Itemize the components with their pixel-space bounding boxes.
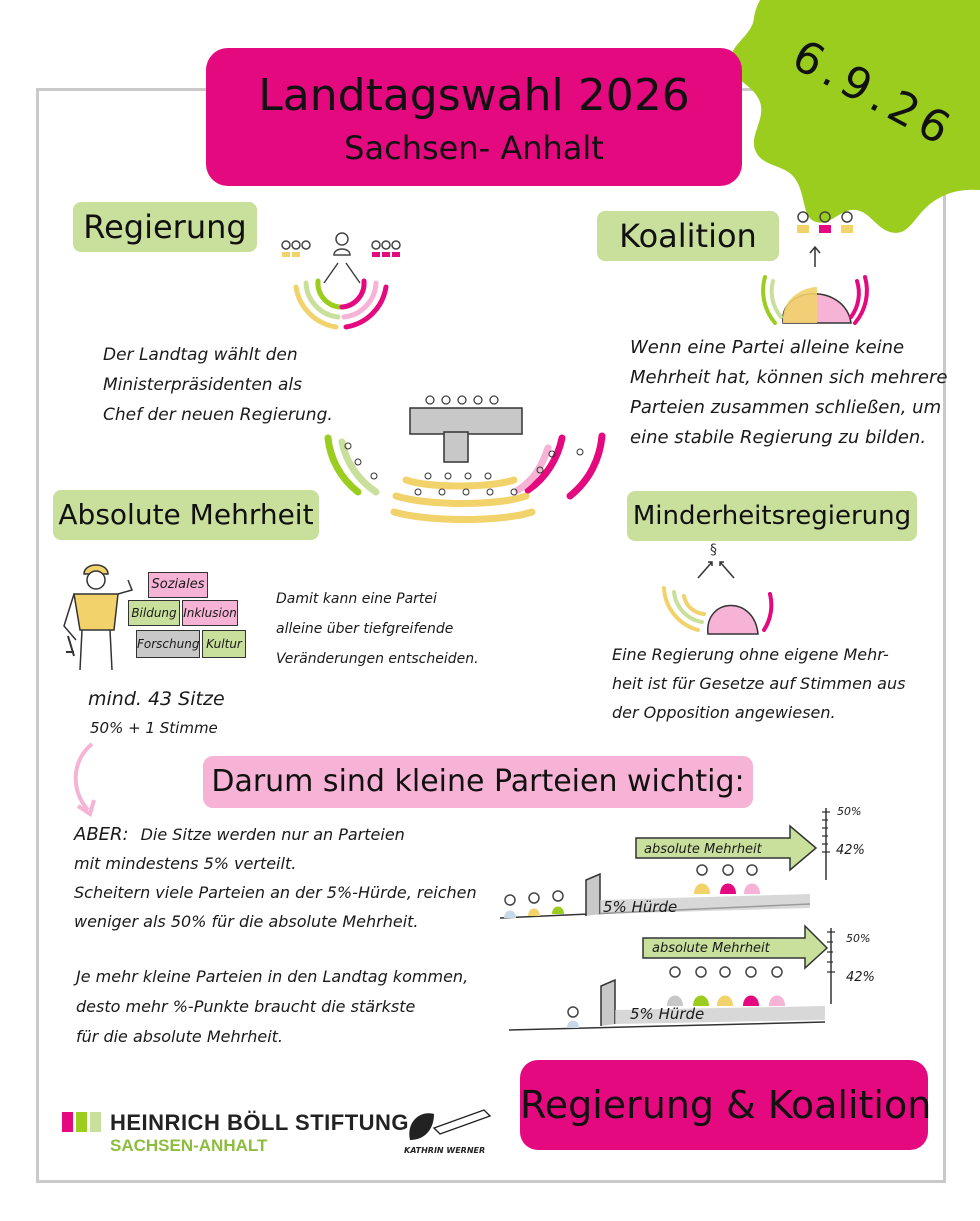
page-title: Landtagswahl 2026: [258, 70, 690, 121]
footer-topic-box: Regierung & Koalition: [520, 1060, 928, 1150]
koalition-text: Wenn eine Partei alleine keine Mehrheit hat, können sich mehrere Parteien zusammen schließen, um eine stabile Regierung zu bilden.: [630, 337, 948, 448]
absolute-text: Damit kann eine Partei alleine über tiefgreifende Veränderungen entscheiden.: [276, 591, 479, 667]
majority-percent: 50% + 1 Stimme: [90, 719, 218, 737]
paragraph-symbol: §: [710, 542, 717, 558]
small-parties-banner: Darum sind kleine Parteien wichtig:: [203, 756, 753, 808]
block-bildung: Bildung: [128, 600, 180, 626]
minderheit-illustration: [658, 538, 778, 638]
scale-42-top: 42%: [836, 843, 865, 858]
hurdle-label-top: 5% Hürde: [603, 898, 678, 916]
minderheit-text: Eine Regierung ohne eigene Mehr- heit ist für Gesetze auf Stimmen aus der Opposition angewiesen.: [612, 645, 906, 722]
scale-42-bottom: 42%: [846, 970, 875, 985]
hurdle-diagram-bottom: [505, 920, 885, 1050]
regierung-text: Der Landtag wählt den Ministerpräsidenten als Chef der neuen Regierung.: [103, 345, 333, 425]
date-label: 6.9.26: [784, 30, 964, 158]
curved-arrow: [66, 740, 106, 820]
regierung-illustration: [276, 225, 426, 340]
page-subtitle: Sachsen- Anhalt: [344, 129, 604, 167]
label-minderheitsregierung: Minderheitsregierung: [627, 491, 917, 541]
artist-leaf-pen-icon: [404, 1104, 494, 1146]
title-box: [206, 48, 742, 186]
label-regierung: Regierung: [73, 202, 257, 252]
block-inklusion: Inklusion: [182, 600, 238, 626]
kleine-parteien-text: Je mehr kleine Parteien in den Landtag kommen, desto mehr %-Punkte braucht die stärkste für die absolute Mehrheit.: [76, 967, 469, 1046]
parliament-illustration: [318, 388, 618, 528]
hurdle-diagram-top: [490, 800, 880, 930]
min-seats: mind. 43 Sitze: [88, 688, 225, 710]
block-soziales: Soziales: [148, 572, 208, 598]
topic-blocks: [124, 572, 252, 662]
label-koalition: Koalition: [597, 211, 779, 261]
block-kultur: Kultur: [202, 630, 246, 658]
aber-lead: ABER:: [74, 824, 129, 845]
scale-50-bottom: 50%: [846, 932, 871, 945]
aber-text: ABER: Die Sitze werden nur an Parteien mit mindestens 5% verteilt. Scheitern viele Parteien an der 5%-Hürde, reichen weniger als 50% für die absolute Mehrheit.: [74, 824, 477, 931]
artist-name: KATHRIN WERNER: [404, 1146, 486, 1155]
label-absolute-mehrheit: Absolute Mehrheit: [53, 490, 319, 540]
org-name: HEINRICH BÖLL STIFTUNG: [110, 1110, 410, 1135]
hurdle-label-bottom: 5% Hürde: [630, 1005, 705, 1023]
arrow-label-top: absolute Mehrheit: [644, 842, 762, 857]
block-forschung: Forschung: [136, 630, 200, 658]
hbs-logo-squares: [62, 1112, 104, 1136]
arrow-label-bottom: absolute Mehrheit: [652, 941, 770, 956]
koalition-illustration: [755, 205, 875, 335]
scale-50-top: 50%: [837, 805, 862, 818]
org-subtitle: SACHSEN-ANHALT: [110, 1136, 268, 1155]
